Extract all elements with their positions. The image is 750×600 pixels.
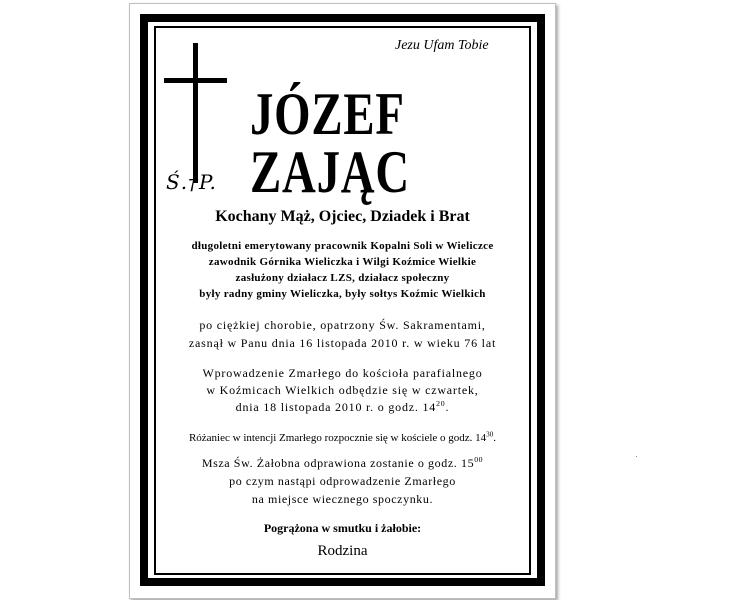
bio-line: były radny gminy Wieliczka, były sołtys Koźmic Wielkich [199,288,486,300]
last-name: ZAJĄC [250,139,410,205]
bio-line: zasłużony działacz LZS, działacz społeczny [235,272,450,284]
church-introduction [154,365,531,416]
cross-vertical-bar [193,43,198,183]
prefix-sp: Ś.†P. [166,170,217,194]
death-line: zasnął w Panu dnia 16 listopada 2010 r. w wieku 76 lat [188,336,497,350]
mass-line: na miejsce wiecznego spoczynku. [251,492,434,506]
stray-dot [636,456,637,457]
intro-time-minutes: 20 [436,399,446,408]
mass-time-line [154,454,531,472]
intro-time-end: . [445,400,450,414]
biography [154,238,531,302]
funeral-mass-info [154,454,531,508]
grieving-label: Pogrążona w smutku i żałobie: [263,521,422,535]
rosary-end: . [493,432,497,444]
bio-line: zawodnik Górnika Wieliczka i Wilgi Koźmice Wielkie [208,256,477,268]
first-name: JÓZEF [250,81,405,147]
intro-time-text: dnia 18 listopada 2010 r. o godz. 14 [235,400,437,414]
motto: Jezu Ufam Tobie [395,38,489,53]
rosary-text: Różaniec w intencji Zmarłego rozpocznie się w kościele o godz. 14 [188,432,487,444]
cross-horizontal-bar [164,78,227,83]
intro-line: w Koźmicach Wielkich odbędzie się w czwartek, [206,383,479,397]
mass-line: po czym nastąpi odprowadzenie Zmarłego [229,474,456,488]
mass-minutes: 00 [474,455,484,464]
rosary-line [154,430,531,446]
intro-line: Wprowadzenie Zmarłego do kościoła parafialnego [202,366,483,380]
death-announcement [154,316,531,352]
death-line: po ciężkiej chorobie, opatrzony Św. Sakramentami, [199,318,486,332]
mass-text: Msza Św. Żałobna odprawiona zostanie o godz. 15 [201,456,475,470]
bio-line: długoletni emerytowany pracownik Kopalni Soli w Wieliczce [191,240,494,252]
rosary-info [154,430,531,446]
rosary-minutes: 30 [486,430,494,439]
subtitle: Kochany Mąż, Ojciec, Dziadek i Brat [215,208,470,225]
intro-time-line [154,399,531,416]
family-signature: Rodzina [317,543,368,559]
